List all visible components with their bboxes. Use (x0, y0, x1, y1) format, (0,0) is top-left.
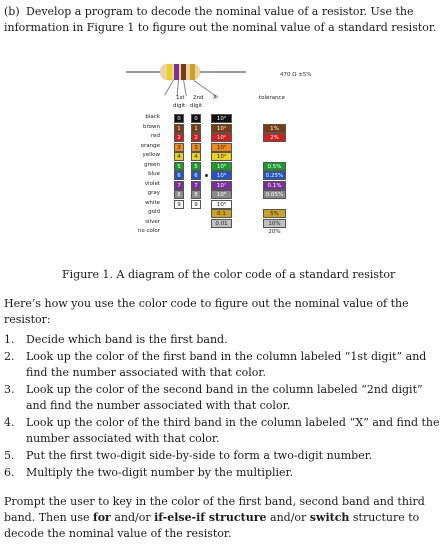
prompt-paragraph: Prompt the user to key in the color of the first band, second band and third band. Then use for and/or if-else-if structure and/or switch structure to decode the nominal value of the resistor. (4, 495, 425, 540)
resistor-lead-right (200, 71, 246, 73)
step-number: 3. (4, 383, 15, 396)
second-digit-cell: 4 (191, 152, 201, 161)
tolerance-cell: 0.1% (263, 181, 286, 190)
color-label: red (150, 133, 160, 139)
tolerance-cell: 1% (263, 124, 286, 133)
question-tag: (b) (4, 5, 20, 18)
second-digit-cell: 3 (191, 143, 201, 152)
multiplier-cell: 0.01 (211, 219, 232, 228)
header-tolerance: tolerance (259, 95, 285, 101)
second-digit-cell: 8 (191, 190, 201, 199)
second-digit-cell: 1 (191, 124, 201, 133)
resistor-rating-label: 470 Ω ±5% (280, 72, 312, 78)
first-digit-cell: 8 (174, 190, 184, 199)
step-number: 6. (4, 466, 15, 479)
header-first-digit: 1st (176, 95, 185, 101)
multiplier-cell: 10⁹ (211, 200, 232, 209)
multiplier-cell: 10⁰ (211, 114, 232, 123)
header-digit-2: digit (190, 103, 203, 109)
first-digit-cell: 2 (174, 133, 184, 142)
resistor-color-code-figure (118, 60, 338, 250)
step-text: Look up the color of the first band in the column labeled “1st digit” and find the number associated with that color. (26, 350, 427, 379)
multiplier-cell: 10⁸ (211, 190, 232, 199)
multiplier-cell: 10⁵ (211, 162, 232, 171)
color-label: black (145, 114, 160, 120)
color-label: violet (144, 180, 160, 187)
header-second-digit: 2nd (193, 95, 204, 101)
keyword-if-else-if: if-else-if structure (154, 511, 267, 524)
multiplier-cell: 10⁴ (211, 152, 232, 161)
tolerance-cell: 2% (263, 133, 286, 142)
keyword-switch: switch (309, 511, 350, 524)
tolerance-cell: 20% (263, 228, 286, 237)
second-digit-cell: 7 (191, 181, 201, 190)
resistor-lead-left (126, 71, 160, 73)
color-label: green (144, 161, 160, 168)
step-item (4, 332, 440, 348)
howto-paragraph: Here’s how you use the color code to figure out the nominal value of the resistor: (4, 297, 409, 326)
first-digit-cell: 5 (174, 162, 184, 171)
tolerance-cell: 5% (263, 209, 286, 218)
step-item (4, 465, 440, 481)
tolerance-cell: 10% (263, 219, 286, 228)
color-label: gray (147, 190, 160, 196)
multiplier-cell: 10⁶ (211, 171, 232, 180)
second-digit-cell: 5 (191, 162, 201, 171)
figure-caption: Figure 1. A diagram of the color code of a standard resistor (62, 268, 396, 281)
resistor-body (160, 64, 200, 80)
multiplier-cell: 0.1 (211, 209, 232, 218)
tolerance-cell: 0.5% (263, 162, 286, 171)
resistor-band-3 (181, 64, 186, 80)
step-item (4, 448, 440, 464)
first-digit-cell: 1 (174, 124, 184, 133)
intro-text: Develop a program to decode the nominal value of a resistor. Use the information in Figure 1 to figure out the nominal value of a standard resistor. (4, 5, 437, 34)
tolerance-cell: 0.05% (263, 190, 286, 199)
first-digit-cell: 4 (174, 152, 184, 161)
header-multiplier: X (213, 95, 217, 101)
resistor-illustration (126, 64, 238, 80)
first-digit-cell: 9 (174, 200, 184, 209)
color-label: yellow (142, 152, 160, 158)
step-number: 5. (4, 449, 15, 462)
steps-list (4, 332, 440, 482)
keyword-for: for (92, 511, 111, 524)
step-number: 2. (4, 350, 15, 363)
resistor-band-4 (190, 64, 195, 80)
first-digit-cell: 7 (174, 181, 184, 190)
step-item (4, 382, 440, 414)
color-label: gold (148, 209, 160, 215)
color-label: orange (140, 142, 160, 149)
color-label: white (144, 199, 160, 206)
marker-dot (205, 174, 208, 177)
pointer-line (183, 80, 187, 96)
resistor-band-1 (167, 64, 172, 80)
first-digit-cell: 0 (174, 114, 184, 123)
step-text: Multiply the two-digit number by the multiplier. (26, 466, 294, 479)
step-item (4, 415, 440, 447)
step-text: Put the first two-digit side-by-side to form a two-digit number. (26, 449, 373, 462)
color-label: blue (148, 171, 160, 177)
tolerance-cell: 0.25% (263, 171, 286, 180)
second-digit-cell: 0 (191, 114, 201, 123)
color-label: brown (143, 123, 160, 130)
multiplier-cell: 10¹ (211, 124, 232, 133)
resistor-band-2 (174, 64, 179, 80)
step-text: Look up the color of the third band in the column labeled “X” and find the number associated with that color. (26, 416, 440, 445)
second-digit-cell: 2 (191, 133, 201, 142)
step-item (4, 349, 440, 381)
step-number: 4. (4, 416, 15, 429)
second-digit-cell: 9 (191, 200, 201, 209)
multiplier-cell: 10² (211, 133, 232, 142)
multiplier-cell: 10³ (211, 143, 232, 152)
color-label: silver (145, 218, 160, 225)
first-digit-cell: 6 (174, 171, 184, 180)
color-label: no color (137, 228, 160, 234)
pointer-line (177, 80, 179, 96)
header-digit-1: digit (173, 103, 186, 109)
step-number: 1. (4, 333, 15, 346)
multiplier-cell: 10⁷ (211, 181, 232, 190)
intro-paragraph (4, 4, 440, 36)
first-digit-cell: 3 (174, 143, 184, 152)
pointer-line (164, 80, 174, 96)
step-text: Decide which band is the first band. (26, 333, 228, 346)
step-text: Look up the color of the second band in the column labeled “2nd digit” and find the number associated with that color. (26, 383, 423, 412)
second-digit-cell: 6 (191, 171, 201, 180)
